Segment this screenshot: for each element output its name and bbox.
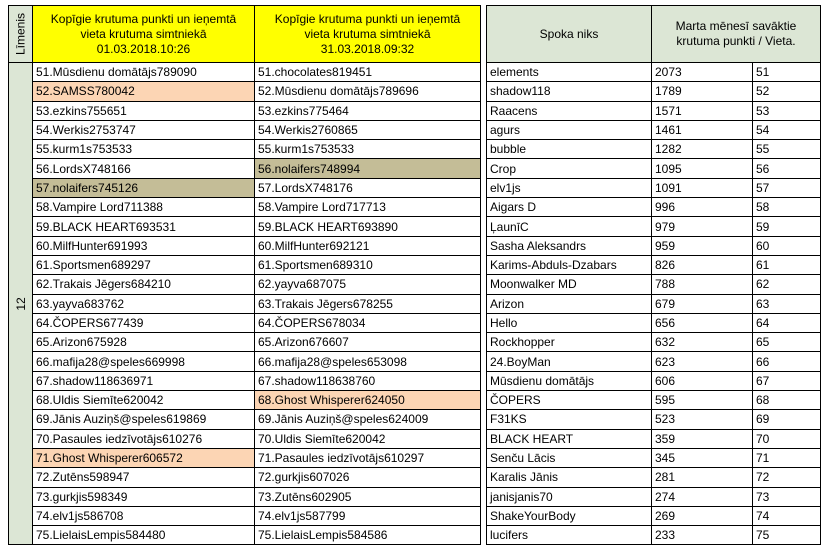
table-row <box>9 101 821 120</box>
table-row <box>9 82 821 101</box>
rank-01-03-cell: 75.LielaisLempis584480 <box>33 526 255 545</box>
march-points-cell: 632 <box>652 333 753 352</box>
nick-cell: shadow118 <box>487 82 652 101</box>
march-points-cell: 1789 <box>652 82 753 101</box>
rank-31-03-cell: 75.LielaisLempis584586 <box>255 526 481 545</box>
rank-31-03-cell: 51.chocolates819451 <box>255 63 481 82</box>
table-row <box>9 140 821 159</box>
march-place-cell: 52 <box>753 82 821 101</box>
march-place-cell: 65 <box>753 333 821 352</box>
table-row <box>9 448 821 467</box>
nick-cell: BLACK HEART <box>487 429 652 448</box>
march-points-cell: 623 <box>652 352 753 371</box>
march-place-cell: 62 <box>753 275 821 294</box>
nick-cell: Senču Lācis <box>487 448 652 467</box>
march-points-cell: 979 <box>652 217 753 236</box>
table-row <box>9 410 821 429</box>
march-place-cell: 67 <box>753 371 821 390</box>
rank-31-03-cell: 52.Mūsdienu domātājs789696 <box>255 82 481 101</box>
table-row <box>9 371 821 390</box>
table-row <box>9 294 821 313</box>
march-points-cell: 281 <box>652 468 753 487</box>
march-points-cell: 595 <box>652 391 753 410</box>
table-row <box>9 275 821 294</box>
march-points-cell: 606 <box>652 371 753 390</box>
march-place-cell: 53 <box>753 101 821 120</box>
march-place-cell: 51 <box>753 63 821 82</box>
march-points-cell: 959 <box>652 236 753 255</box>
table-row <box>9 255 821 274</box>
rank-31-03-cell: 69.Jānis Auziņš@speles624009 <box>255 410 481 429</box>
rank-31-03-cell: 72.gurkjis607026 <box>255 468 481 487</box>
table-row <box>9 120 821 139</box>
march-place-cell: 73 <box>753 487 821 506</box>
nick-cell: ĻaunīC <box>487 217 652 236</box>
march-points-cell: 523 <box>652 410 753 429</box>
table-row <box>9 352 821 371</box>
march-place-cell: 75 <box>753 526 821 545</box>
rank-01-03-cell: 55.kurm1s753533 <box>33 140 255 159</box>
ranking-table <box>8 5 821 545</box>
march-points-cell: 2073 <box>652 63 753 82</box>
rank-31-03-cell: 55.kurm1s753533 <box>255 140 481 159</box>
rank-31-03-cell: 58.Vampire Lord717713 <box>255 198 481 217</box>
march-points-cell: 1461 <box>652 120 753 139</box>
nick-cell: bubble <box>487 140 652 159</box>
march-place-cell: 66 <box>753 352 821 371</box>
march-place-cell: 68 <box>753 391 821 410</box>
march-points-cell: 996 <box>652 198 753 217</box>
table-row <box>9 333 821 352</box>
rank-31-03-cell: 67.shadow118638760 <box>255 371 481 390</box>
rank-31-03-cell: 70.Uldis Siemīte620042 <box>255 429 481 448</box>
col-header-31-03: Kopīgie krutuma punkti un ieņemtā vieta krutuma simtniekā 31.03.2018.09:32 <box>255 6 481 63</box>
nick-cell: Crop <box>487 159 652 178</box>
nick-cell: F31KS <box>487 410 652 429</box>
march-points-cell: 1571 <box>652 101 753 120</box>
rank-31-03-cell: 62.yayva687075 <box>255 275 481 294</box>
march-place-cell: 64 <box>753 313 821 332</box>
march-place-cell: 60 <box>753 236 821 255</box>
rank-01-03-cell: 53.ezkins755651 <box>33 101 255 120</box>
march-points-cell: 233 <box>652 526 753 545</box>
table-row <box>9 468 821 487</box>
rank-31-03-cell: 56.nolaifers748994 <box>255 159 481 178</box>
march-place-cell: 74 <box>753 506 821 525</box>
nick-cell: Sasha Aleksandrs <box>487 236 652 255</box>
rank-31-03-cell: 65.Arizon676607 <box>255 333 481 352</box>
table-row <box>9 429 821 448</box>
nick-cell: Karalis Jānis <box>487 468 652 487</box>
nick-cell: Raacens <box>487 101 652 120</box>
rank-31-03-cell: 63.Trakais Jēgers678255 <box>255 294 481 313</box>
col-header-nick: Spoka niks <box>487 6 652 63</box>
rank-01-03-cell: 64.ČOPERS677439 <box>33 313 255 332</box>
rank-31-03-cell: 61.Sportsmen689310 <box>255 255 481 274</box>
nick-cell: Aigars D <box>487 198 652 217</box>
table-row <box>9 487 821 506</box>
march-points-cell: 1282 <box>652 140 753 159</box>
nick-cell: 24.BoyMan <box>487 352 652 371</box>
table-row <box>9 217 821 236</box>
nick-cell: Karims-Abduls-Dzabars <box>487 255 652 274</box>
march-place-cell: 54 <box>753 120 821 139</box>
rank-01-03-cell: 70.Pasaules iedzīvotājs610276 <box>33 429 255 448</box>
rank-01-03-cell: 69.Jānis Auziņš@speles619869 <box>33 410 255 429</box>
rank-01-03-cell: 61.Sportsmen689297 <box>33 255 255 274</box>
level-header-label: Līmenis <box>13 12 27 56</box>
rank-01-03-cell: 54.Werkis2753747 <box>33 120 255 139</box>
march-place-cell: 71 <box>753 448 821 467</box>
nick-cell: Rockhopper <box>487 333 652 352</box>
march-place-cell: 70 <box>753 429 821 448</box>
table-row <box>9 236 821 255</box>
rank-01-03-cell: 56.LordsX748166 <box>33 159 255 178</box>
nick-cell: Arizon <box>487 294 652 313</box>
march-place-cell: 55 <box>753 140 821 159</box>
rank-01-03-cell: 62.Trakais Jēgers684210 <box>33 275 255 294</box>
nick-cell: Hello <box>487 313 652 332</box>
rank-01-03-cell: 71.Ghost Whisperer606572 <box>33 448 255 467</box>
march-place-cell: 58 <box>753 198 821 217</box>
col-header-march-points: Marta mēnesī savāktie krutuma punkti / Vieta. <box>652 6 821 63</box>
rank-01-03-cell: 59.BLACK HEART693531 <box>33 217 255 236</box>
rank-01-03-cell: 73.gurkjis598349 <box>33 487 255 506</box>
march-points-cell: 1095 <box>652 159 753 178</box>
march-place-cell: 72 <box>753 468 821 487</box>
table-row <box>9 159 821 178</box>
rank-01-03-cell: 51.Mūsdienu domātājs789090 <box>33 63 255 82</box>
col-header-01-03: Kopīgie krutuma punkti un ieņemtā vieta krutuma simtniekā 01.03.2018.10:26 <box>33 6 255 63</box>
rank-31-03-cell: 66.mafija28@speles653098 <box>255 352 481 371</box>
level-value: 12 <box>13 297 28 311</box>
level-cell <box>9 63 33 545</box>
march-points-cell: 679 <box>652 294 753 313</box>
level-header <box>9 6 33 63</box>
table-row <box>9 506 821 525</box>
rank-31-03-cell: 54.Werkis2760865 <box>255 120 481 139</box>
march-place-cell: 56 <box>753 159 821 178</box>
rank-01-03-cell: 67.shadow118636971 <box>33 371 255 390</box>
march-points-cell: 274 <box>652 487 753 506</box>
march-points-cell: 1091 <box>652 178 753 197</box>
nick-cell: Moonwalker MD <box>487 275 652 294</box>
rank-01-03-cell: 60.MilfHunter691993 <box>33 236 255 255</box>
march-place-cell: 57 <box>753 178 821 197</box>
rank-31-03-cell: 68.Ghost Whisperer624050 <box>255 391 481 410</box>
rank-01-03-cell: 66.mafija28@speles669998 <box>33 352 255 371</box>
rank-31-03-cell: 57.LordsX748176 <box>255 178 481 197</box>
nick-cell: Mūsdienu domātājs <box>487 371 652 390</box>
table-row <box>9 526 821 545</box>
rank-01-03-cell: 74.elv1js586708 <box>33 506 255 525</box>
rank-01-03-cell: 63.yayva683762 <box>33 294 255 313</box>
march-points-cell: 788 <box>652 275 753 294</box>
table-row <box>9 391 821 410</box>
rank-31-03-cell: 59.BLACK HEART693890 <box>255 217 481 236</box>
rank-31-03-cell: 60.MilfHunter692121 <box>255 236 481 255</box>
rank-31-03-cell: 74.elv1js587799 <box>255 506 481 525</box>
rank-01-03-cell: 57.nolaifers745126 <box>33 178 255 197</box>
table-row <box>9 178 821 197</box>
header-row <box>9 6 821 63</box>
rank-31-03-cell: 73.Zutēns602905 <box>255 487 481 506</box>
march-place-cell: 63 <box>753 294 821 313</box>
nick-cell: ČOPERS <box>487 391 652 410</box>
march-place-cell: 69 <box>753 410 821 429</box>
rank-01-03-cell: 68.Uldis Siemīte620042 <box>33 391 255 410</box>
march-points-cell: 269 <box>652 506 753 525</box>
nick-cell: lucifers <box>487 526 652 545</box>
march-points-cell: 359 <box>652 429 753 448</box>
march-place-cell: 59 <box>753 217 821 236</box>
march-points-cell: 826 <box>652 255 753 274</box>
table-row <box>9 63 821 82</box>
nick-cell: agurs <box>487 120 652 139</box>
rank-01-03-cell: 58.Vampire Lord711388 <box>33 198 255 217</box>
rank-31-03-cell: 53.ezkins775464 <box>255 101 481 120</box>
rank-01-03-cell: 65.Arizon675928 <box>33 333 255 352</box>
nick-cell: elements <box>487 63 652 82</box>
march-points-cell: 656 <box>652 313 753 332</box>
march-points-cell: 345 <box>652 448 753 467</box>
rank-01-03-cell: 52.SAMSS780042 <box>33 82 255 101</box>
table-row <box>9 198 821 217</box>
table-row <box>9 313 821 332</box>
march-place-cell: 61 <box>753 255 821 274</box>
nick-cell: janisjanis70 <box>487 487 652 506</box>
rank-01-03-cell: 72.Zutēns598947 <box>33 468 255 487</box>
nick-cell: elv1js <box>487 178 652 197</box>
rank-31-03-cell: 71.Pasaules iedzīvotājs610297 <box>255 448 481 467</box>
nick-cell: ShakeYourBody <box>487 506 652 525</box>
rank-31-03-cell: 64.ČOPERS678034 <box>255 313 481 332</box>
